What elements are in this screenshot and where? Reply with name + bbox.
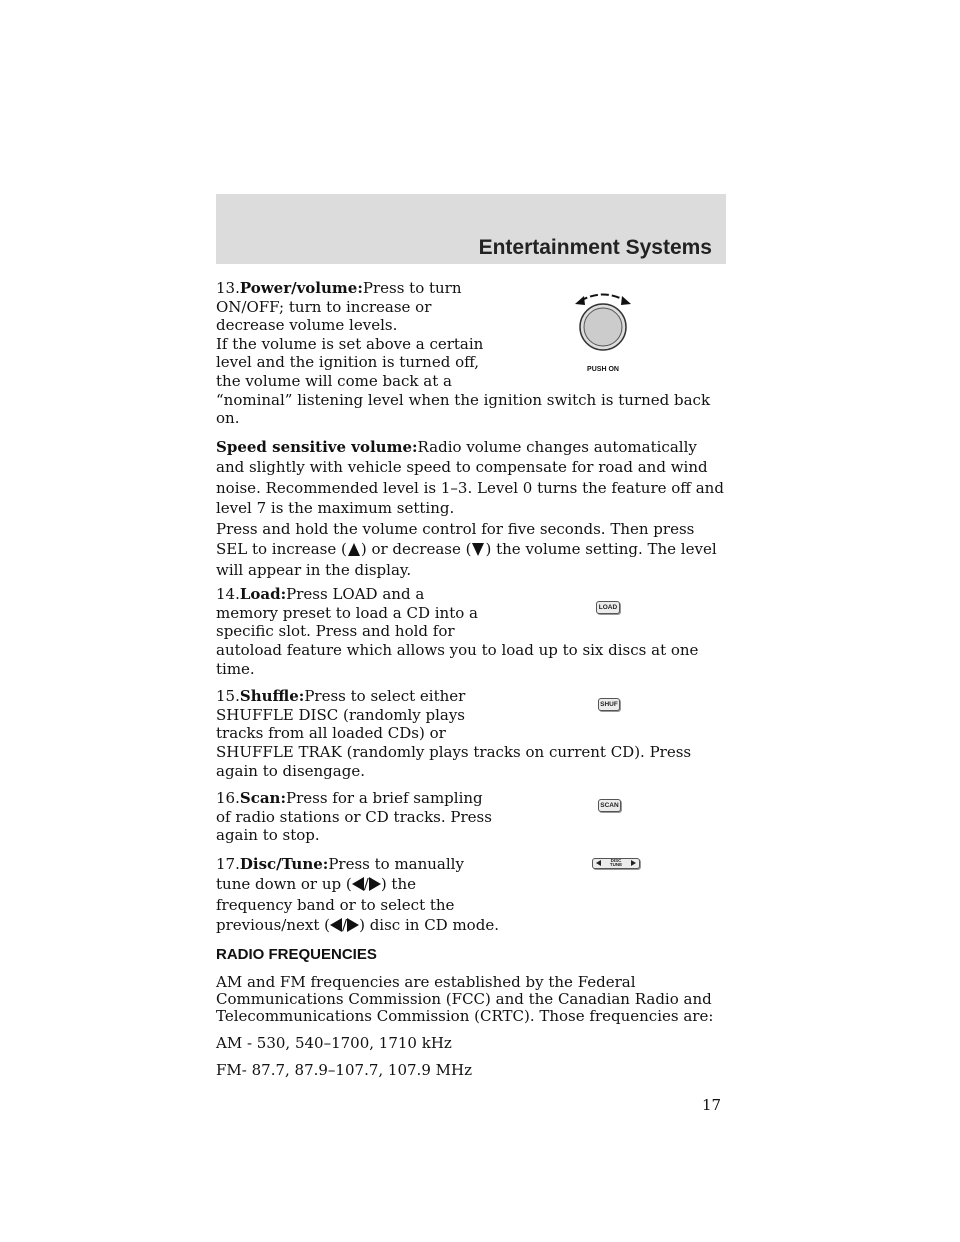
down-arrow-icon (472, 543, 484, 556)
power-line2: ON/OFF; turn to increase or (216, 297, 432, 316)
fm-frequencies: FM- 87.7, 87.9–107.7, 107.9 MHz (216, 1061, 472, 1080)
power-line7: “nominal” listening level when the ignition switch is turned back on. (216, 390, 711, 428)
shuffle-line2: SHUFFLE DISC (randomly plays (216, 705, 466, 724)
left-arrow-icon (352, 877, 364, 891)
item-scan (216, 789, 726, 845)
item-disc-tune (216, 854, 726, 936)
right-arrow-icon (347, 918, 359, 932)
disc-line4a: previous/next ( (216, 916, 331, 935)
shuffle-button-icon: SHUF (598, 698, 620, 711)
scan-line3: again to stop. (216, 826, 320, 845)
power-line4: If the volume is set above a certain (216, 334, 484, 353)
am-frequencies: AM - 530, 540–1700, 1710 kHz (216, 1033, 452, 1052)
power-line5: level and the ignition is turned off, (216, 353, 479, 372)
disc-line2a: tune down or up ( (216, 875, 352, 894)
load-line2: memory preset to load a CD into a (216, 603, 478, 622)
item-label: Power/volume: (239, 279, 363, 297)
disc-line3: frequency band or to select the (216, 895, 455, 914)
disc-line1: Press to manually (328, 854, 464, 873)
item-label: Shuffle: (239, 687, 305, 706)
knob-label: PUSH ON (587, 365, 619, 373)
right-arrow-icon (369, 877, 381, 891)
power-line1: Press to turn (362, 279, 462, 297)
slash: / (363, 875, 369, 894)
scan-line1: Press for a brief sampling (286, 789, 483, 808)
speed-text1: Radio volume changes automatically and slightly with vehicle speed to compensate for road and wind noise. Recommended level is 1–3. Level 0 turns the feature off and level 7 is the maximum setting. (216, 437, 724, 518)
shuffle-line1: Press to select either (304, 687, 466, 706)
load-line4: autoload feature which allows you to load up to six discs at one time. (216, 641, 699, 678)
item-number: 13. (216, 279, 240, 297)
section-title: Entertainment Systems (478, 236, 712, 259)
load-line1: Press LOAD and a (286, 585, 425, 604)
slash: / (342, 916, 348, 935)
item-shuffle (216, 687, 726, 780)
tune-label: TUNE (609, 862, 623, 868)
item-number: 15. (216, 687, 240, 706)
item-label: Disc/Tune: (239, 854, 329, 873)
load-line3: specific slot. Press and hold for (216, 622, 455, 641)
disc-label: DISC (610, 857, 622, 863)
item-label: Speed sensitive volume: (216, 437, 418, 456)
radio-frequencies-heading: RADIO FREQUENCIES (216, 945, 377, 963)
left-arrow-icon (330, 918, 342, 932)
shuffle-line3: tracks from all loaded CDs) or (216, 724, 446, 743)
shuffle-line4: SHUFFLE TRAK (randomly plays tracks on current CD). Press again to disengage. (216, 743, 692, 780)
power-line6: the volume will come back at a (216, 371, 452, 390)
scan-button-icon: SCAN (598, 799, 621, 812)
power-line3: decrease volume levels. (216, 316, 398, 335)
page-content (216, 279, 726, 1089)
volume-knob-icon (568, 284, 638, 362)
item-number: 17. (216, 854, 240, 873)
radio-frequencies-text: AM and FM frequencies are established by the Federal Communications Commission (FCC) and the Canadian Radio and Telecommunications Commission (CRTC). Those frequencies are: (216, 972, 714, 1025)
load-button-icon: LOAD (596, 601, 620, 614)
up-arrow-icon (348, 543, 360, 556)
seek-right-icon (631, 860, 636, 866)
seek-left-icon (596, 860, 601, 866)
speed-text2b: ) or decrease ( (360, 540, 472, 559)
disc-line4c: ) disc in CD mode. (359, 916, 499, 935)
volume-knob-figure (568, 284, 638, 379)
item-speed-volume (216, 437, 726, 581)
item-number: 14. (216, 585, 240, 604)
item-label: Scan: (239, 789, 286, 808)
item-label: Load: (239, 585, 287, 604)
scan-line2: of radio stations or CD tracks. Press (216, 807, 492, 826)
item-number: 16. (216, 789, 240, 808)
speed-text2c: ) the volume setting. The level will appear in the display. (216, 540, 717, 579)
page-number: 17 (702, 1096, 722, 1114)
item-power-volume (216, 279, 726, 428)
section-header (216, 194, 726, 264)
disc-line2c: ) the (380, 875, 416, 894)
disc-tune-button-icon (592, 858, 640, 869)
item-load (216, 585, 726, 678)
speed-text2a: Press and hold the volume control for five seconds. Then press SEL to increase ( (216, 519, 695, 559)
